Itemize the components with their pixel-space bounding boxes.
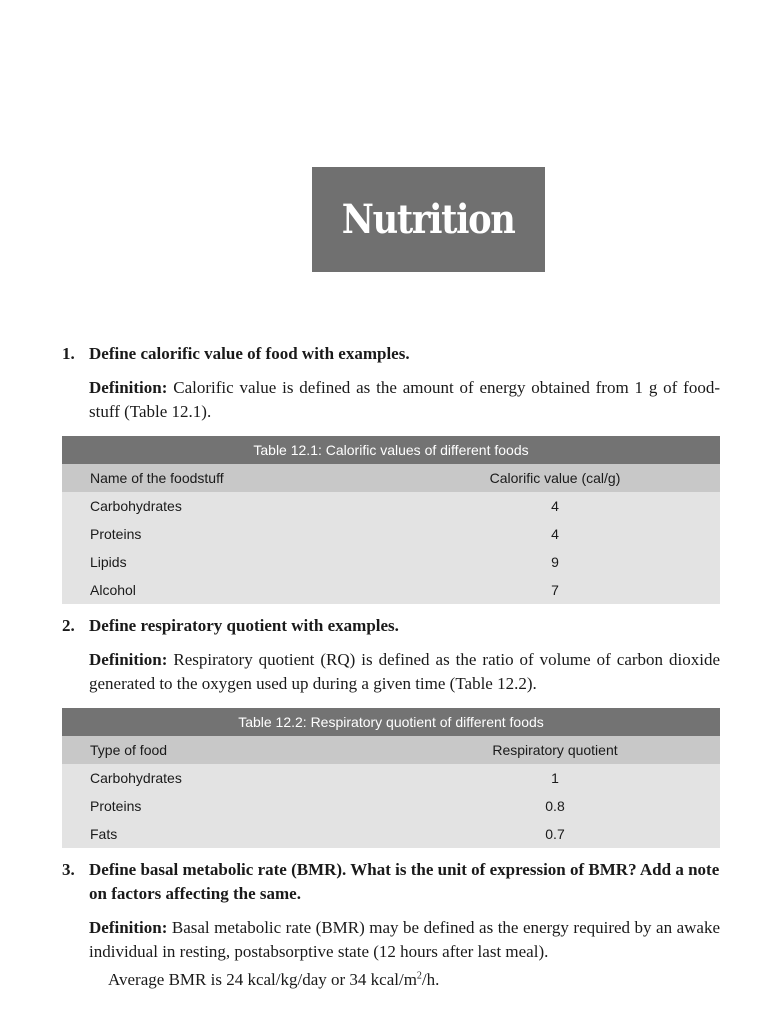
- table-row: [62, 764, 720, 792]
- table-cell: Proteins: [62, 520, 390, 548]
- definition-label: Definition:: [89, 650, 168, 669]
- definition-text: Calorific value is defined as the amount of energy obtained from 1 g of food-stuff (Table 12.1).: [89, 378, 720, 421]
- table-cell: 4: [390, 492, 720, 520]
- table-cell: Fats: [62, 820, 390, 848]
- question-text: Define calorific value of food with examples.: [89, 344, 410, 363]
- table-cell: Proteins: [62, 792, 390, 820]
- table-row: [62, 548, 720, 576]
- definition-3: [89, 916, 720, 964]
- question-number: 3.: [62, 860, 75, 879]
- table-caption: Table 12.2: Respiratory quotient of different foods: [62, 708, 720, 736]
- definition-label: Definition:: [89, 378, 168, 397]
- table-row: [62, 792, 720, 820]
- table-cell: Carbohydrates: [62, 492, 390, 520]
- column-header: Calorific value (cal/g): [390, 464, 720, 492]
- table-row: [62, 576, 720, 604]
- definition-1: [89, 376, 720, 424]
- question-number: 1.: [62, 344, 75, 363]
- chapter-title: Nutrition: [342, 196, 515, 243]
- table-header: [62, 736, 720, 764]
- respiratory-quotient-table: [62, 708, 720, 848]
- table-cell: Alcohol: [62, 576, 390, 604]
- question-text: Define basal metabolic rate (BMR). What is the unit of expression of BMR? Add a note on factors affecting the same.: [89, 860, 720, 903]
- table-cell: 7: [390, 576, 720, 604]
- average-bmr-text: Average BMR is 24 kcal/kg/day or 34 kcal/m: [108, 970, 417, 989]
- table-cell: Lipids: [62, 548, 390, 576]
- average-bmr-unit: /h.: [421, 970, 440, 989]
- question-text: Define respiratory quotient with examples.: [89, 616, 399, 635]
- calorific-values-table: [62, 436, 720, 604]
- column-header: Name of the foodstuff: [62, 464, 390, 492]
- table-cell: 9: [390, 548, 720, 576]
- question-number: 2.: [62, 616, 75, 635]
- table-caption: Table 12.1: Calorific values of different foods: [62, 436, 720, 464]
- chapter-title-box: [312, 167, 545, 272]
- question-3: [62, 858, 722, 906]
- definition-label: Definition:: [89, 918, 168, 937]
- definition-text: Basal metabolic rate (BMR) may be defined as the energy required by an awake individual in resting, postabsorptive state (12 hours after last meal).: [89, 918, 720, 961]
- table-cell: Carbohydrates: [62, 764, 390, 792]
- definition-2: [89, 648, 720, 696]
- average-bmr: [108, 968, 720, 992]
- table-cell: 0.8: [390, 792, 720, 820]
- table-row: [62, 820, 720, 848]
- definition-text: Respiratory quotient (RQ) is defined as the ratio of volume of carbon dioxide generated to the oxygen used up during a given time (Table 12.2).: [89, 650, 721, 693]
- table-header: [62, 464, 720, 492]
- table-row: [62, 520, 720, 548]
- table-cell: 0.7: [390, 820, 720, 848]
- column-header: Type of food: [62, 736, 390, 764]
- table-row: [62, 492, 720, 520]
- question-1: [62, 342, 722, 366]
- question-2: [62, 614, 722, 638]
- column-header: Respiratory quotient: [390, 736, 720, 764]
- superscript: 2: [416, 970, 422, 982]
- table-cell: 1: [390, 764, 720, 792]
- table-cell: 4: [390, 520, 720, 548]
